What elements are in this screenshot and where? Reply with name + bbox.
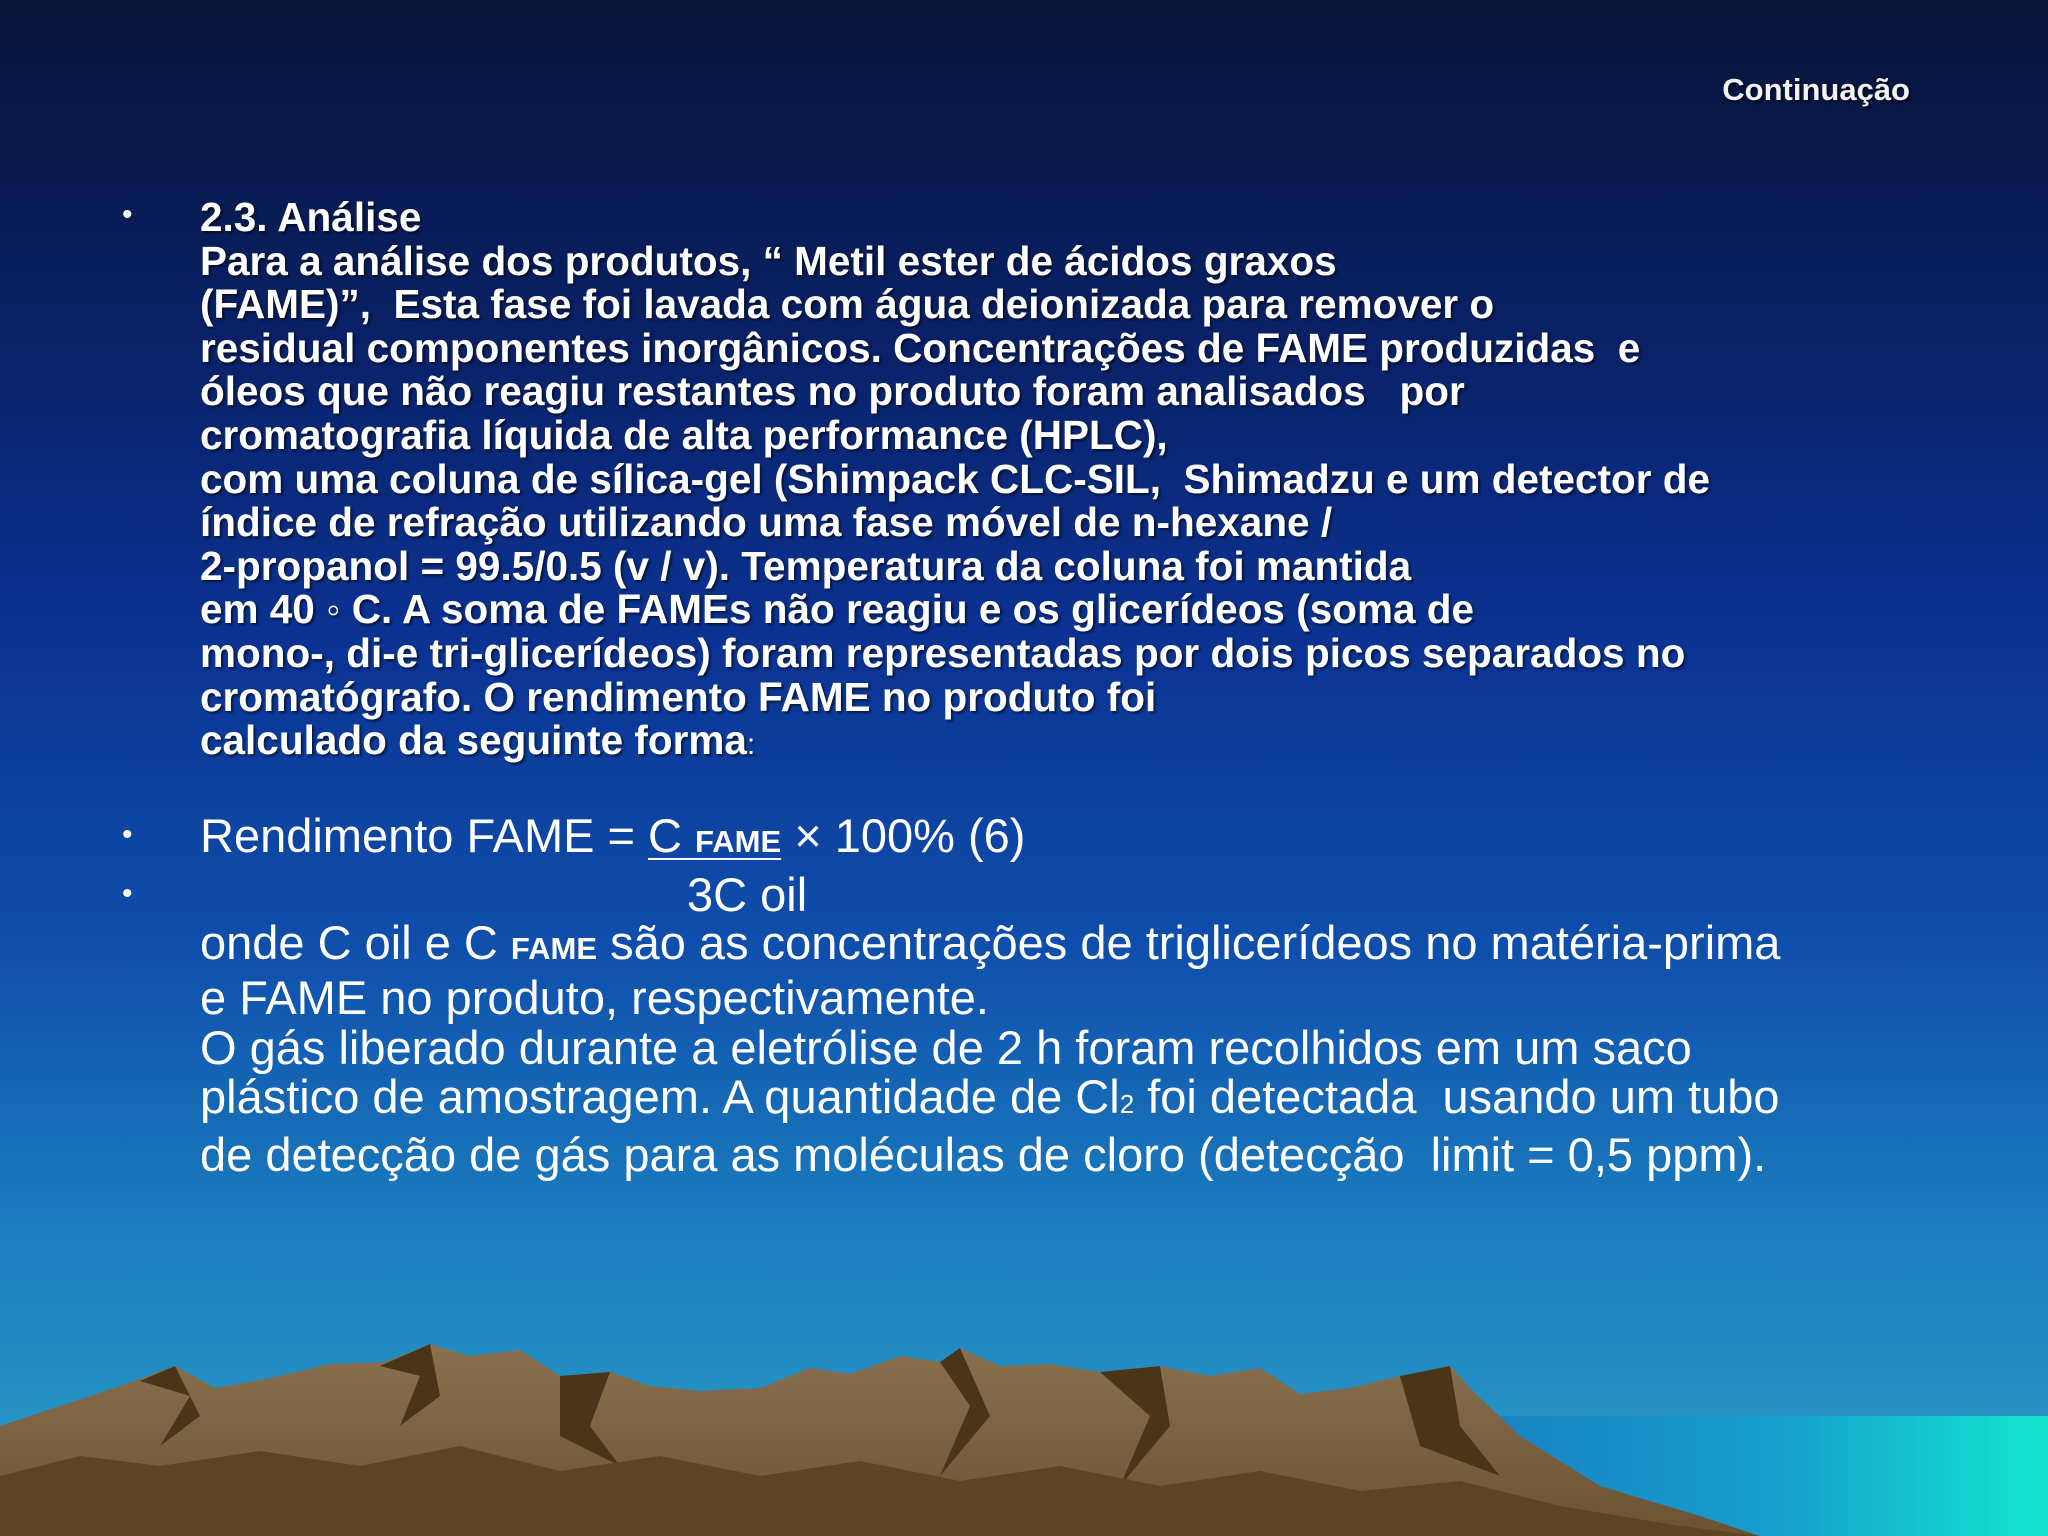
bullet-icon: • [122, 818, 133, 851]
description-line: de detecção de gás para as moléculas de cloro (detecção limit = 0,5 ppm). [200, 1127, 1767, 1181]
yield-formula [200, 808, 1940, 870]
analysis-line: índice de refração utilizando uma fase móvel de n-hexane / [200, 499, 1333, 546]
analysis-line: (FAME)”, Esta fase foi lavada com água deionizada para remover o [200, 281, 1495, 328]
description-line [200, 918, 1960, 973]
analysis-colon: : [746, 728, 756, 762]
analysis-line: em 40 ◦ C. A soma de FAMEs não reagiu e os glicerídeos (soma de [200, 586, 1475, 633]
description-paragraph [200, 918, 1960, 1179]
description-line [200, 1072, 1960, 1129]
formula-numerator-c: C [648, 809, 696, 862]
analysis-line: cromatografia líquida de alta performance (HPLC), [200, 411, 1168, 458]
analysis-line: cromatógrafo. O rendimento FAME no produto foi [200, 673, 1157, 720]
description-subscript: 2 [1119, 1089, 1135, 1120]
analysis-line: mono-, di-e tri-glicerídeos) foram representadas por dois picos separados no [200, 629, 1686, 676]
description-line: e FAME no produto, respectivamente. [200, 971, 989, 1025]
analysis-line: residual componentes inorgânicos. Concentrações de FAME produzidas e [200, 324, 1641, 371]
analysis-line-text: calculado da seguinte forma [200, 717, 747, 764]
formula-suffix: × 100% (6) [781, 809, 1026, 862]
description-fame-small: FAME [510, 931, 598, 966]
continuation-label: Continuação [1722, 72, 1910, 107]
analysis-line-last [200, 719, 1920, 767]
description-line: O gás liberado durante a eletrólise de 2 h foram recolhidos em um saco [200, 1020, 1692, 1074]
analysis-heading: 2.3. Análise [200, 194, 422, 240]
description-text: foi detectada usando um tubo [1134, 1070, 1780, 1124]
formula-prefix: Rendimento FAME = [200, 809, 649, 862]
analysis-line: óleos que não reagiu restantes no produto foram analisados por [200, 368, 1465, 415]
formula-denominator: 3C oil [687, 868, 808, 921]
analysis-paragraph [200, 196, 1920, 767]
description-text: plástico de amostragem. A quantidade de Cl [200, 1070, 1120, 1124]
description-text: onde C oil e C [200, 916, 511, 969]
analysis-line: 2-propanol = 99.5/0.5 (v / v). Temperatura da coluna foi mantida [200, 542, 1412, 589]
bullet-icon: • [122, 877, 133, 910]
mountain-landscape [0, 1276, 2048, 1536]
formula-numerator [648, 809, 781, 862]
analysis-line: com uma coluna de sílica-gel (Shimpack CLC-SIL, Shimadzu e um detector de [200, 455, 1711, 502]
analysis-line: Para a análise dos produtos, “ Metil ester de ácidos graxos [200, 237, 1337, 284]
formula-numerator-sub: FAME [695, 824, 782, 859]
description-text: são as concentrações de triglicerídeos no matéria-prima [597, 916, 1781, 969]
bullet-icon: • [122, 198, 133, 231]
